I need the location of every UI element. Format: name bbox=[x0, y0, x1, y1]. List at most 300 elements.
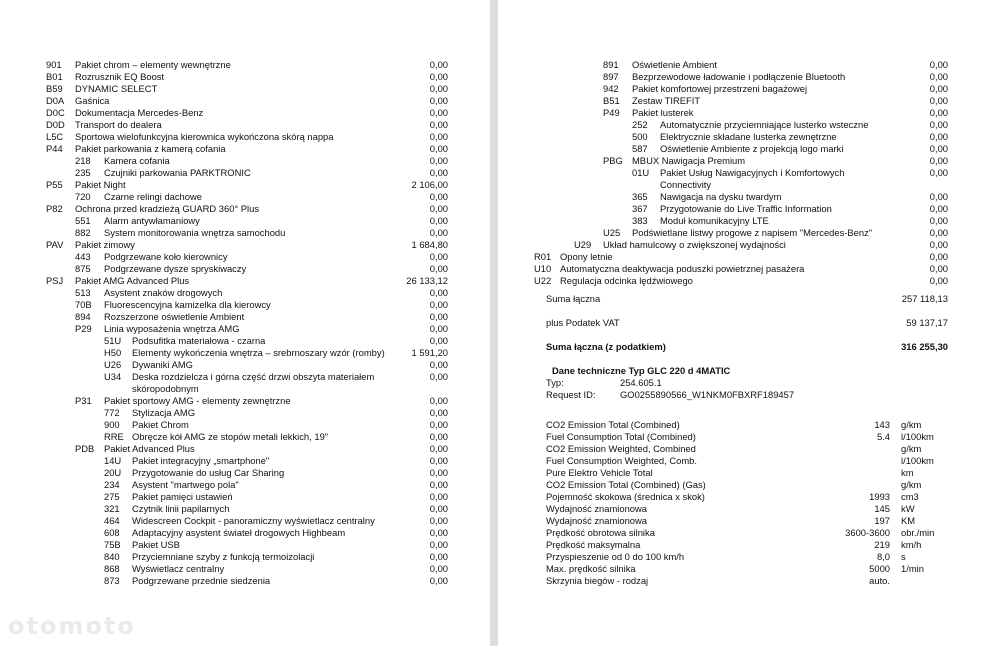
option-code: R01 bbox=[534, 251, 552, 262]
option-row bbox=[0, 83, 490, 95]
option-description: Pakiet Advanced Plus bbox=[104, 443, 195, 454]
option-code: 587 bbox=[632, 143, 648, 154]
option-description: Podsufitka materiałowa - czarna bbox=[132, 335, 266, 346]
option-price: 0,00 bbox=[929, 191, 948, 202]
option-row bbox=[0, 419, 490, 431]
spec-unit: 1/min bbox=[901, 563, 924, 574]
option-row bbox=[0, 407, 490, 419]
vat-row bbox=[498, 317, 1000, 329]
option-code: 882 bbox=[75, 227, 91, 238]
option-row bbox=[0, 491, 490, 503]
option-description: Gaśnica bbox=[75, 95, 110, 106]
spec-unit: obr./min bbox=[901, 527, 935, 538]
option-code: P82 bbox=[46, 203, 63, 214]
option-row bbox=[0, 203, 490, 215]
option-code: P44 bbox=[46, 143, 63, 154]
option-price: 0,00 bbox=[429, 491, 448, 502]
option-description: Pakiet Chrom bbox=[132, 419, 189, 430]
option-price: 0,00 bbox=[429, 455, 448, 466]
option-row bbox=[498, 275, 1000, 287]
option-code: U26 bbox=[104, 359, 122, 370]
option-description: Dywaniki AMG bbox=[132, 359, 193, 370]
option-price: 0,00 bbox=[429, 143, 448, 154]
option-code: D0C bbox=[46, 107, 65, 118]
option-description: Obręcze kół AMG ze stopów metali lekkich, 19" bbox=[132, 431, 329, 442]
option-code: 443 bbox=[75, 251, 91, 262]
option-row bbox=[0, 95, 490, 107]
option-code: 321 bbox=[104, 503, 120, 514]
sum-label: Suma łączna bbox=[546, 293, 601, 304]
option-price: 0,00 bbox=[429, 527, 448, 538]
spec-label: Przyspieszenie od 0 do 100 km/h bbox=[546, 551, 685, 562]
option-row bbox=[0, 311, 490, 323]
option-price: 0,00 bbox=[429, 287, 448, 298]
spec-label: Wydajność znamionowa bbox=[546, 515, 648, 526]
option-code: 235 bbox=[75, 167, 91, 178]
option-price: 0,00 bbox=[429, 191, 448, 202]
option-code: 275 bbox=[104, 491, 120, 502]
option-price: 0,00 bbox=[929, 263, 948, 274]
option-code: 901 bbox=[46, 59, 62, 70]
option-price: 0,00 bbox=[429, 131, 448, 142]
option-description: Ochrona przed kradzieżą GUARD 360° Plus bbox=[75, 203, 260, 214]
spec-unit: km bbox=[901, 467, 914, 478]
option-description: System monitorowania wnętrza samochodu bbox=[104, 227, 286, 238]
option-description: Rozszerzone oświetlenie Ambient bbox=[104, 311, 245, 322]
request-id-row bbox=[498, 389, 1000, 401]
option-row bbox=[498, 155, 1000, 167]
spec-unit: l/100km bbox=[901, 431, 934, 442]
option-row bbox=[0, 347, 490, 359]
option-description: Stylizacja AMG bbox=[132, 407, 196, 418]
spec-unit: l/100km bbox=[901, 455, 934, 466]
option-description: Pakiet pamięci ustawień bbox=[132, 491, 233, 502]
option-price: 0,00 bbox=[929, 203, 948, 214]
option-row bbox=[498, 59, 1000, 71]
option-code: 464 bbox=[104, 515, 120, 526]
option-description: Deska rozdzielcza i górna część drzwi obszyta materiałem bbox=[132, 371, 375, 382]
option-row bbox=[0, 215, 490, 227]
option-description: Asystent "martwego pola" bbox=[132, 479, 239, 490]
option-price: 0,00 bbox=[429, 299, 448, 310]
spec-unit: g/km bbox=[901, 479, 922, 490]
option-description: DYNAMIC SELECT bbox=[75, 83, 158, 94]
option-row bbox=[0, 59, 490, 71]
option-row bbox=[0, 227, 490, 239]
option-code: 367 bbox=[632, 203, 648, 214]
option-description: Kamera cofania bbox=[104, 155, 170, 166]
spec-value: 145 bbox=[874, 503, 890, 514]
option-row bbox=[498, 215, 1000, 227]
option-row bbox=[0, 299, 490, 311]
request-id-value: GO0255890566_W1NKM0FBXRF189457 bbox=[620, 389, 795, 400]
option-description: Transport do dealera bbox=[75, 119, 162, 130]
spec-row bbox=[498, 419, 1000, 431]
spec-value: 3600-3600 bbox=[845, 527, 890, 538]
option-row bbox=[0, 503, 490, 515]
sum-row bbox=[498, 293, 1000, 305]
option-price: 0,00 bbox=[929, 143, 948, 154]
option-code: U34 bbox=[104, 371, 122, 382]
option-row bbox=[0, 143, 490, 155]
option-price: 0,00 bbox=[929, 155, 948, 166]
option-row bbox=[0, 71, 490, 83]
option-price: 0,00 bbox=[429, 227, 448, 238]
option-description: Opony letnie bbox=[560, 251, 613, 262]
spec-row bbox=[498, 539, 1000, 551]
option-row bbox=[0, 467, 490, 479]
option-description: Czujniki parkowania PARKTRONIC bbox=[104, 167, 251, 178]
option-code: 891 bbox=[603, 59, 619, 70]
spec-label: Pure Elektro Vehicle Total bbox=[546, 467, 653, 478]
option-price: 26 133,12 bbox=[406, 275, 448, 286]
option-description: Podgrzewane dysze spryskiwaczy bbox=[104, 263, 247, 274]
option-row bbox=[0, 179, 490, 191]
option-price: 0,00 bbox=[429, 443, 448, 454]
option-row bbox=[498, 203, 1000, 215]
option-price: 0,00 bbox=[429, 395, 448, 406]
vat-label: plus Podatek VAT bbox=[546, 317, 620, 328]
option-description: Czarne relingi dachowe bbox=[104, 191, 202, 202]
option-row bbox=[498, 131, 1000, 143]
option-row bbox=[0, 395, 490, 407]
spec-unit: kW bbox=[901, 503, 915, 514]
option-price: 0,00 bbox=[429, 359, 448, 370]
option-row bbox=[498, 191, 1000, 203]
option-code: H50 bbox=[104, 347, 122, 358]
option-row bbox=[498, 239, 1000, 251]
option-row bbox=[0, 479, 490, 491]
option-row bbox=[498, 107, 1000, 119]
option-code: 365 bbox=[632, 191, 648, 202]
spec-row bbox=[498, 527, 1000, 539]
option-row bbox=[0, 323, 490, 335]
option-code: 75B bbox=[104, 539, 121, 550]
option-price: 0,00 bbox=[929, 71, 948, 82]
option-code: 218 bbox=[75, 155, 91, 166]
option-description: Zestaw TIREFIT bbox=[632, 95, 701, 106]
option-code: 513 bbox=[75, 287, 91, 298]
option-price: 0,00 bbox=[429, 563, 448, 574]
option-price: 2 106,00 bbox=[411, 179, 448, 190]
option-description: Asystent znaków drogowych bbox=[104, 287, 223, 298]
option-description: Dokumentacja Mercedes-Benz bbox=[75, 107, 204, 118]
option-row bbox=[0, 575, 490, 587]
gross-row bbox=[498, 341, 1000, 353]
option-description: Automatycznie przyciemniające lusterko wsteczne bbox=[660, 119, 869, 130]
spec-value: 5.4 bbox=[876, 431, 890, 442]
option-price: 0,00 bbox=[929, 95, 948, 106]
option-description: Pakiet AMG Advanced Plus bbox=[75, 275, 190, 286]
option-description: Wyświetlacz centralny bbox=[132, 563, 225, 574]
left-page bbox=[0, 0, 490, 646]
option-code: D0D bbox=[46, 119, 65, 130]
spec-value: 143 bbox=[874, 419, 890, 430]
spec-label: CO2 Emission Total (Combined) bbox=[546, 419, 680, 430]
option-code: U22 bbox=[534, 275, 552, 286]
option-code: 894 bbox=[75, 311, 91, 322]
option-code: L5C bbox=[46, 131, 64, 142]
right-page bbox=[498, 0, 1000, 646]
option-code: P29 bbox=[75, 323, 92, 334]
option-row bbox=[0, 107, 490, 119]
option-row bbox=[0, 239, 490, 251]
option-description: Pakiet integracyjny „smartphone" bbox=[132, 455, 270, 466]
option-code: 875 bbox=[75, 263, 91, 274]
option-description: Widescreen Cockpit - panoramiczny wyświetlacz centralny bbox=[132, 515, 375, 526]
spec-label: Fuel Consumption Total (Combined) bbox=[546, 431, 696, 442]
option-code: 500 bbox=[632, 131, 648, 142]
option-row bbox=[0, 287, 490, 299]
spec-value: 8,0 bbox=[876, 551, 890, 562]
option-code: U29 bbox=[574, 239, 592, 250]
option-price: 0,00 bbox=[429, 263, 448, 274]
option-description: Przygotowanie do Live Traffic Information bbox=[660, 203, 832, 214]
spec-row bbox=[498, 551, 1000, 563]
option-description: Podgrzewane przednie siedzenia bbox=[132, 575, 271, 586]
option-code: 868 bbox=[104, 563, 120, 574]
spec-unit: g/km bbox=[901, 443, 922, 454]
option-code: 252 bbox=[632, 119, 648, 130]
option-description: Czytnik linii papilarnych bbox=[132, 503, 230, 514]
option-code: 383 bbox=[632, 215, 648, 226]
option-row bbox=[0, 263, 490, 275]
option-row bbox=[0, 167, 490, 179]
option-description: MBUX Nawigacja Premium bbox=[632, 155, 746, 166]
option-description: Oświetlenie Ambient bbox=[632, 59, 717, 70]
option-row bbox=[0, 119, 490, 131]
option-code: 897 bbox=[603, 71, 619, 82]
option-code: B59 bbox=[46, 83, 63, 94]
option-row bbox=[0, 527, 490, 539]
option-code: 873 bbox=[104, 575, 120, 586]
spec-label: Pojemność skokowa (średnica x skok) bbox=[546, 491, 705, 502]
option-code: 942 bbox=[603, 83, 619, 94]
option-code: 720 bbox=[75, 191, 91, 202]
option-row bbox=[0, 443, 490, 455]
spec-label: Prędkość maksymalna bbox=[546, 539, 641, 550]
option-price: 0,00 bbox=[429, 539, 448, 550]
spec-unit: cm3 bbox=[901, 491, 919, 502]
option-price: 0,00 bbox=[429, 215, 448, 226]
option-description: Oświetlenie Ambiente z projekcją logo marki bbox=[660, 143, 844, 154]
option-price: 0,00 bbox=[929, 119, 948, 130]
option-price: 0,00 bbox=[929, 131, 948, 142]
option-description: Nawigacja na dysku twardym bbox=[660, 191, 782, 202]
spec-row bbox=[498, 515, 1000, 527]
option-description: Pakiet lusterek bbox=[632, 107, 694, 118]
option-price: 0,00 bbox=[429, 155, 448, 166]
option-code: P31 bbox=[75, 395, 92, 406]
spec-unit: g/km bbox=[901, 419, 922, 430]
option-price: 0,00 bbox=[929, 239, 948, 250]
option-price: 0,00 bbox=[429, 203, 448, 214]
spec-value: 197 bbox=[874, 515, 890, 526]
option-description: Sportowa wielofunkcyjna kierownica wykończona skórą nappa bbox=[75, 131, 334, 142]
option-description: Linia wyposażenia wnętrza AMG bbox=[104, 323, 240, 334]
option-price: 0,00 bbox=[429, 407, 448, 418]
option-price: 0,00 bbox=[929, 83, 948, 94]
option-code: 840 bbox=[104, 551, 120, 562]
option-description: Przygotowanie do usług Car Sharing bbox=[132, 467, 285, 478]
spec-row bbox=[498, 431, 1000, 443]
option-row bbox=[0, 275, 490, 287]
option-code: D0A bbox=[46, 95, 65, 106]
option-code: RRE bbox=[104, 431, 124, 442]
option-row bbox=[0, 455, 490, 467]
option-price: 0,00 bbox=[429, 323, 448, 334]
typ-label: Typ: bbox=[546, 377, 564, 388]
option-row bbox=[0, 431, 490, 443]
spec-row bbox=[498, 479, 1000, 491]
option-code: PDB bbox=[75, 443, 95, 454]
option-price: 0,00 bbox=[929, 227, 948, 238]
option-row bbox=[0, 515, 490, 527]
spec-row bbox=[498, 467, 1000, 479]
spec-label: CO2 Emission Weighted, Combined bbox=[546, 443, 696, 454]
option-price: 0,00 bbox=[429, 107, 448, 118]
option-code: 70B bbox=[75, 299, 92, 310]
option-code: PAV bbox=[46, 239, 64, 250]
option-price: 0,00 bbox=[429, 95, 448, 106]
option-description: skóropodobnym bbox=[132, 383, 199, 394]
option-row bbox=[498, 167, 1000, 179]
option-description: Podświetlane listwy progowe z napisem "Mercedes-Benz" bbox=[632, 227, 873, 238]
option-row bbox=[0, 251, 490, 263]
spec-label: Wydajność znamionowa bbox=[546, 503, 648, 514]
spec-unit: km/h bbox=[901, 539, 922, 550]
option-price: 1 591,20 bbox=[411, 347, 448, 358]
option-row bbox=[498, 83, 1000, 95]
option-price: 0,00 bbox=[929, 59, 948, 70]
option-description: Adaptacyjny asystent świateł drogowych Highbeam bbox=[132, 527, 346, 538]
spec-label: Max. prędkość silnika bbox=[546, 563, 636, 574]
spec-row bbox=[498, 491, 1000, 503]
option-price: 0,00 bbox=[429, 251, 448, 262]
option-row bbox=[0, 191, 490, 203]
option-code: PSJ bbox=[46, 275, 64, 286]
option-description: Podgrzewane koło kierownicy bbox=[104, 251, 228, 262]
spec-value: auto. bbox=[869, 575, 890, 586]
spec-label: CO2 Emission Total (Combined) (Gas) bbox=[546, 479, 706, 490]
option-row bbox=[0, 383, 490, 395]
option-price: 0,00 bbox=[429, 371, 448, 382]
option-code: U10 bbox=[534, 263, 552, 274]
option-price: 0,00 bbox=[929, 215, 948, 226]
request-id-label: Request ID: bbox=[546, 389, 596, 400]
spec-label: Prędkość obrotowa silnika bbox=[546, 527, 655, 538]
spec-unit: s bbox=[901, 551, 906, 562]
gross-value: 316 255,30 bbox=[901, 341, 948, 352]
option-price: 0,00 bbox=[429, 431, 448, 442]
option-price: 0,00 bbox=[429, 551, 448, 562]
option-price: 0,00 bbox=[929, 167, 948, 178]
spec-value: 1993 bbox=[869, 491, 890, 502]
option-code: 900 bbox=[104, 419, 120, 430]
option-row bbox=[0, 131, 490, 143]
option-price: 0,00 bbox=[429, 575, 448, 586]
option-description: Fluorescencyjna kamizelka dla kierowcy bbox=[104, 299, 271, 310]
option-code: 51U bbox=[104, 335, 122, 346]
option-price: 0,00 bbox=[429, 515, 448, 526]
option-price: 0,00 bbox=[429, 479, 448, 490]
option-price: 0,00 bbox=[429, 119, 448, 130]
typ-value: 254.605.1 bbox=[620, 377, 662, 388]
spec-row bbox=[498, 575, 1000, 587]
option-row bbox=[0, 371, 490, 383]
option-description: Elektrycznie składane lusterka zewnętrzne bbox=[660, 131, 837, 142]
option-price: 0,00 bbox=[429, 419, 448, 430]
option-description: Układ hamulcowy o zwiększonej wydajności bbox=[603, 239, 786, 250]
option-code: P49 bbox=[603, 107, 620, 118]
option-price: 0,00 bbox=[429, 467, 448, 478]
option-row bbox=[0, 539, 490, 551]
option-code: B01 bbox=[46, 71, 63, 82]
option-description: Pakiet USB bbox=[132, 539, 180, 550]
spec-row bbox=[498, 563, 1000, 575]
option-price: 0,00 bbox=[429, 311, 448, 322]
spec-row bbox=[498, 443, 1000, 455]
option-price: 0,00 bbox=[929, 275, 948, 286]
option-code: 01U bbox=[632, 167, 650, 178]
option-row bbox=[498, 179, 1000, 191]
option-code: B51 bbox=[603, 95, 620, 106]
typ-row bbox=[498, 377, 1000, 389]
option-price: 0,00 bbox=[929, 251, 948, 262]
spec-row bbox=[498, 503, 1000, 515]
option-row bbox=[498, 71, 1000, 83]
option-description: Moduł komunikacyjny LTE bbox=[660, 215, 769, 226]
option-code: 20U bbox=[104, 467, 122, 478]
option-description: Pakiet komfortowej przestrzeni bagażowej bbox=[632, 83, 808, 94]
vat-value: 59 137,17 bbox=[906, 317, 948, 328]
option-code: U25 bbox=[603, 227, 621, 238]
option-row bbox=[498, 143, 1000, 155]
spec-value: 5000 bbox=[869, 563, 890, 574]
option-price: 0,00 bbox=[929, 107, 948, 118]
option-description: Elementy wykończenia wnętrza – srebrnoszary wzór (romby) bbox=[132, 347, 385, 358]
option-code: P55 bbox=[46, 179, 63, 190]
spec-label: Fuel Consumption Weighted, Comb. bbox=[546, 455, 697, 466]
option-description: Connectivity bbox=[660, 179, 712, 190]
option-description: Automatyczna deaktywacja poduszki powietrznej pasażera bbox=[560, 263, 805, 274]
tech-title: Dane techniczne Typ GLC 220 d 4MATIC bbox=[552, 365, 731, 376]
option-price: 0,00 bbox=[429, 83, 448, 94]
option-code: 772 bbox=[104, 407, 120, 418]
option-code: 14U bbox=[104, 455, 122, 466]
option-description: Bezprzewodowe ładowanie i podłączenie Bluetooth bbox=[632, 71, 846, 82]
option-description: Pakiet Usług Nawigacyjnych i Komfortowych bbox=[660, 167, 845, 178]
option-description: Pakiet chrom – elementy wewnętrzne bbox=[75, 59, 231, 70]
option-description: Pakiet parkowania z kamerą cofania bbox=[75, 143, 226, 154]
sum-value: 257 118,13 bbox=[901, 293, 948, 304]
option-row bbox=[0, 359, 490, 371]
option-description: Pakiet sportowy AMG - elementy zewnętrzne bbox=[104, 395, 291, 406]
option-row bbox=[0, 551, 490, 563]
option-row bbox=[0, 563, 490, 575]
option-row bbox=[498, 227, 1000, 239]
option-price: 0,00 bbox=[429, 167, 448, 178]
option-row bbox=[498, 95, 1000, 107]
option-price: 0,00 bbox=[429, 335, 448, 346]
spec-unit: KM bbox=[901, 515, 916, 526]
option-code: PBG bbox=[603, 155, 623, 166]
spec-value: 219 bbox=[874, 539, 890, 550]
watermark-logo: otomoto bbox=[8, 612, 136, 640]
option-price: 0,00 bbox=[429, 59, 448, 70]
option-code: 234 bbox=[104, 479, 120, 490]
option-description: Pakiet Night bbox=[75, 179, 126, 190]
